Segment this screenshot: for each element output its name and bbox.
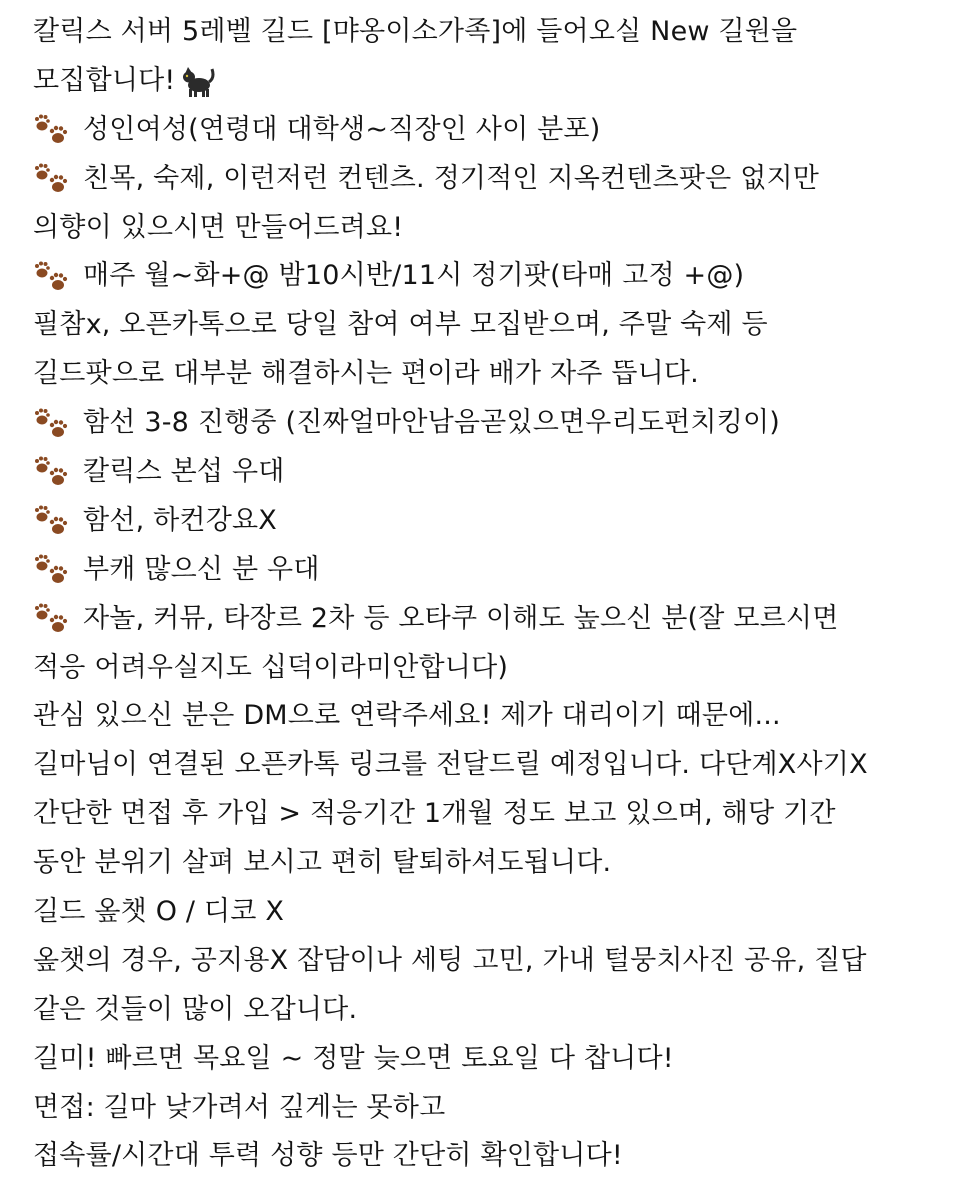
line-text: 자놀, 커뮤, 타장르 2차 등 오타쿠 이해도 높으신 분(잘 모르시면 (83, 602, 839, 634)
line-text: 적응 어려우실지도 십덕이라미안합니다) (33, 651, 509, 683)
line-text: 길드팟으로 대부분 해결하시는 편이라 배가 자주 뜹니다. (33, 358, 699, 390)
paw-prints-icon (33, 553, 71, 587)
text-line (33, 888, 958, 937)
line-text: 접속률/시간대 투력 성향 등만 간단히 확인합니다! (33, 1140, 623, 1172)
line-text: 필참x, 오픈카톡으로 당일 참여 여부 모집받으며, 주말 숙제 등 (33, 309, 768, 341)
paw-prints-icon (33, 407, 71, 441)
text-line (33, 1084, 958, 1133)
line-text: 간단한 면접 후 가입 > 적응기간 1개월 정도 보고 있으며, 해당 기간 (33, 798, 836, 830)
line-text: 친목, 숙제, 이런저런 컨텐츠. 정기적인 지옥컨텐츠팟은 없지만 (83, 162, 820, 194)
text-line (33, 399, 958, 448)
line-text: 성인여성(연령대 대학생~직장인 사이 분포) (83, 113, 601, 145)
text-line (33, 839, 958, 888)
line-text: 길미! 빠르면 목요일 ~ 정말 늦으면 토요일 다 찹니다! (33, 1042, 674, 1074)
line-text: 같은 것들이 많이 오갑니다. (33, 993, 358, 1025)
text-line (33, 790, 958, 839)
cat-emoji-icon (179, 64, 215, 98)
text-line (33, 546, 958, 595)
paw-prints-icon (33, 602, 71, 636)
line-text: 관심 있으신 분은 DM으로 연락주세요! 제가 대리이기 때문에... (33, 700, 781, 732)
text-line (33, 644, 958, 693)
line-text: 모집합니다! (33, 64, 176, 96)
line-text: 함선 3-8 진행중 (진짜얼마안남음곧있으면우리도펀치킹이) (83, 407, 780, 439)
text-line (33, 937, 958, 986)
paw-prints-icon (33, 260, 71, 294)
text-line (33, 741, 958, 790)
line-text: 길드 옾챗 O / 디코 X (33, 896, 285, 928)
paw-prints-icon (33, 504, 71, 538)
line-text: 옾챗의 경우, 공지용X 잡담이나 세팅 고민, 가내 털뭉치사진 공유, 질답 (33, 944, 867, 976)
paw-prints-icon (33, 113, 71, 147)
line-text: 함선, 하컨강요X (83, 504, 277, 536)
text-line (33, 448, 958, 497)
text-line (33, 986, 958, 1035)
recruitment-post (33, 8, 958, 1181)
text-line (33, 350, 958, 399)
text-line (33, 301, 958, 350)
line-text: 칼릭스 서버 5레벨 길드 [먀옹이소가족]에 들어오실 New 길원을 (33, 16, 798, 47)
text-line (33, 204, 958, 253)
line-text: 면접: 길마 낮가려서 깊게는 못하고 (33, 1091, 446, 1123)
line-text: 부캐 많으신 분 우대 (83, 553, 320, 585)
line-text: 칼릭스 본섭 우대 (83, 456, 285, 488)
text-line (33, 692, 958, 741)
text-line (33, 1132, 958, 1181)
text-line (33, 155, 958, 204)
line-text: 매주 월~화+@ 밤10시반/11시 정기팟(타매 고정 +@) (83, 260, 745, 292)
paw-prints-icon (33, 162, 71, 196)
line-text: 의향이 있으시면 만들어드려요! (33, 211, 404, 243)
text-line (33, 57, 958, 106)
text-line (33, 1035, 958, 1084)
text-line (33, 106, 958, 155)
paw-prints-icon (33, 455, 71, 489)
line-text: 길마님이 연결된 오픈카톡 링크를 전달드릴 예정입니다. 다단계X사기X (33, 749, 868, 781)
text-line (33, 252, 958, 301)
text-line (33, 497, 958, 546)
text-line (33, 8, 958, 57)
text-line (33, 595, 958, 644)
line-text: 동안 분위기 살펴 보시고 편히 탈퇴하셔도됩니다. (33, 847, 612, 879)
